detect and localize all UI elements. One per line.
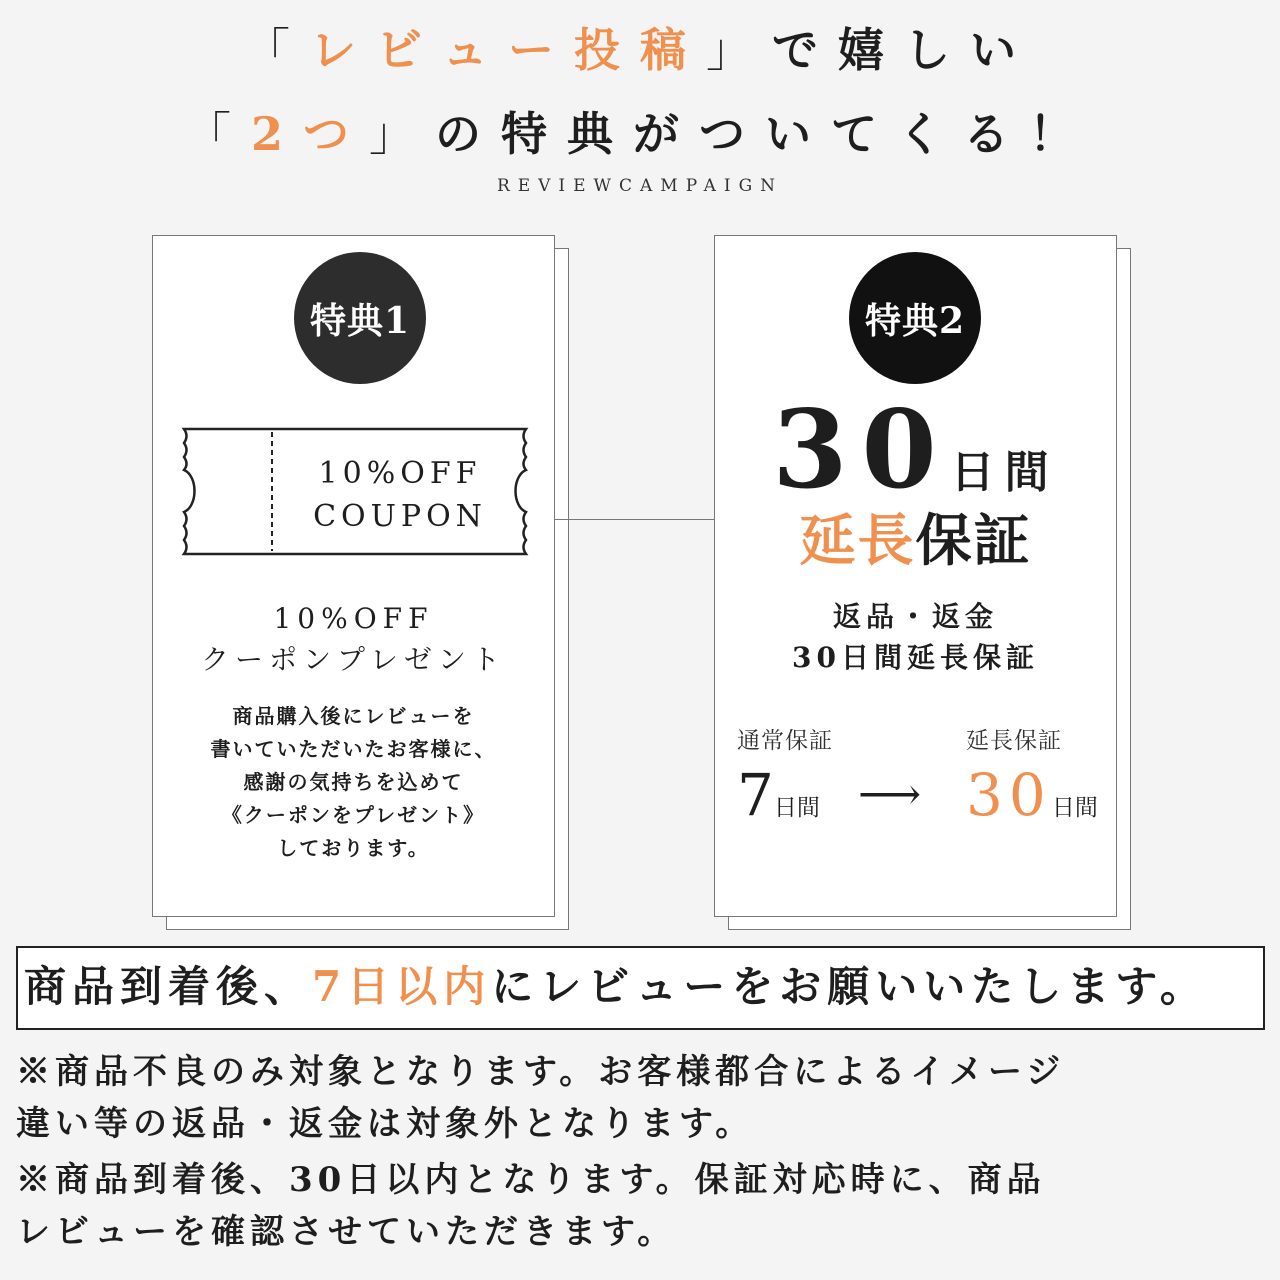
- benefit-2-badge: [849, 252, 981, 384]
- benefit-2-extension: [715, 508, 1116, 574]
- headline-line-2: [0, 98, 1280, 164]
- headline-bracket-close: 」: [706, 23, 772, 77]
- coupon-line-1: 10%OFF: [318, 456, 482, 491]
- benefit-1-title-line-2: クーポンプレゼント: [201, 643, 506, 676]
- benefit-1-desc-line: 書いていただいたお客様に、: [210, 737, 497, 761]
- review-request-suffix: にレビューをお願いいたします。: [491, 962, 1208, 1011]
- note-line: 違い等の返品・返金は対象外となります。: [16, 1104, 755, 1144]
- benefit-2-sub-line-1: 返品・返金: [832, 600, 998, 633]
- headline2-bracket-open: 「: [184, 107, 251, 161]
- normal-warranty-unit: 日間: [773, 795, 820, 821]
- review-request-deadline: 7日以内: [312, 962, 492, 1011]
- card-connector-line: [555, 519, 715, 520]
- normal-warranty-value: [737, 761, 820, 829]
- benefit-1-title-line-1: 10%OFF: [273, 602, 434, 635]
- headline-rest: で嬉しい: [772, 23, 1036, 77]
- benefit-2-sub-line-2: 30日間延長保証: [792, 641, 1039, 674]
- benefit-1-badge: [294, 252, 426, 384]
- benefit-1-desc-line: しております。: [277, 836, 430, 860]
- benefit-2-ext-accent: 延長: [799, 508, 916, 574]
- extended-warranty-value: [966, 761, 1098, 829]
- coupon-ticket-text: [272, 452, 528, 538]
- benefit-2-subtitle: [715, 596, 1116, 678]
- benefit-1-badge-label: 特典1: [309, 299, 411, 342]
- extended-warranty-unit: 日間: [1051, 795, 1098, 821]
- note-line: ※商品不良のみ対象となります。お客様都合によるイメージ: [16, 1052, 1066, 1092]
- extended-warranty-number: 30: [966, 761, 1052, 829]
- campaign-subtitle: REVIEWCAMPAIGN: [496, 176, 784, 196]
- extended-warranty-label: 延長保証: [966, 728, 1062, 754]
- normal-warranty-label: 通常保証: [737, 728, 833, 754]
- headline2-rest: の特典がついてくる！: [435, 107, 1095, 161]
- review-request-prefix: 商品到着後、: [24, 962, 313, 1011]
- headline-line-1: [0, 14, 1280, 80]
- arrow-right-icon: ⟶: [858, 769, 922, 820]
- normal-warranty-number: 7: [737, 761, 774, 829]
- benefit-2-badge-label: 特典2: [864, 299, 966, 342]
- headline-bracket-open: 「: [244, 23, 310, 77]
- benefit-1-desc-line: 《クーポンをプレゼント》: [221, 803, 486, 827]
- headline2-bracket-close: 」: [369, 107, 435, 161]
- headline2-accent: 2つ: [250, 107, 369, 161]
- benefit-2-big-number: 30: [772, 387, 951, 513]
- headline-accent: レビュー投稿: [310, 23, 706, 77]
- benefit-2-big-unit: 日間: [950, 447, 1059, 498]
- benefit-1-desc-line: 商品購入後にレビューを: [232, 704, 475, 728]
- note-line: レビューを確認させていただきます。: [16, 1212, 677, 1252]
- benefit-2-ext-rest: 保証: [915, 508, 1032, 574]
- note-line: ※商品到着後、30日以内となります。保証対応時に、商品: [16, 1160, 1046, 1200]
- review-request-text: [24, 956, 1208, 1018]
- benefit-1-description: [153, 700, 554, 865]
- benefit-1-desc-line: 感謝の気持ちを込めて: [243, 770, 464, 794]
- benefit-1-title: [153, 598, 554, 680]
- coupon-line-2: COUPON: [313, 499, 487, 534]
